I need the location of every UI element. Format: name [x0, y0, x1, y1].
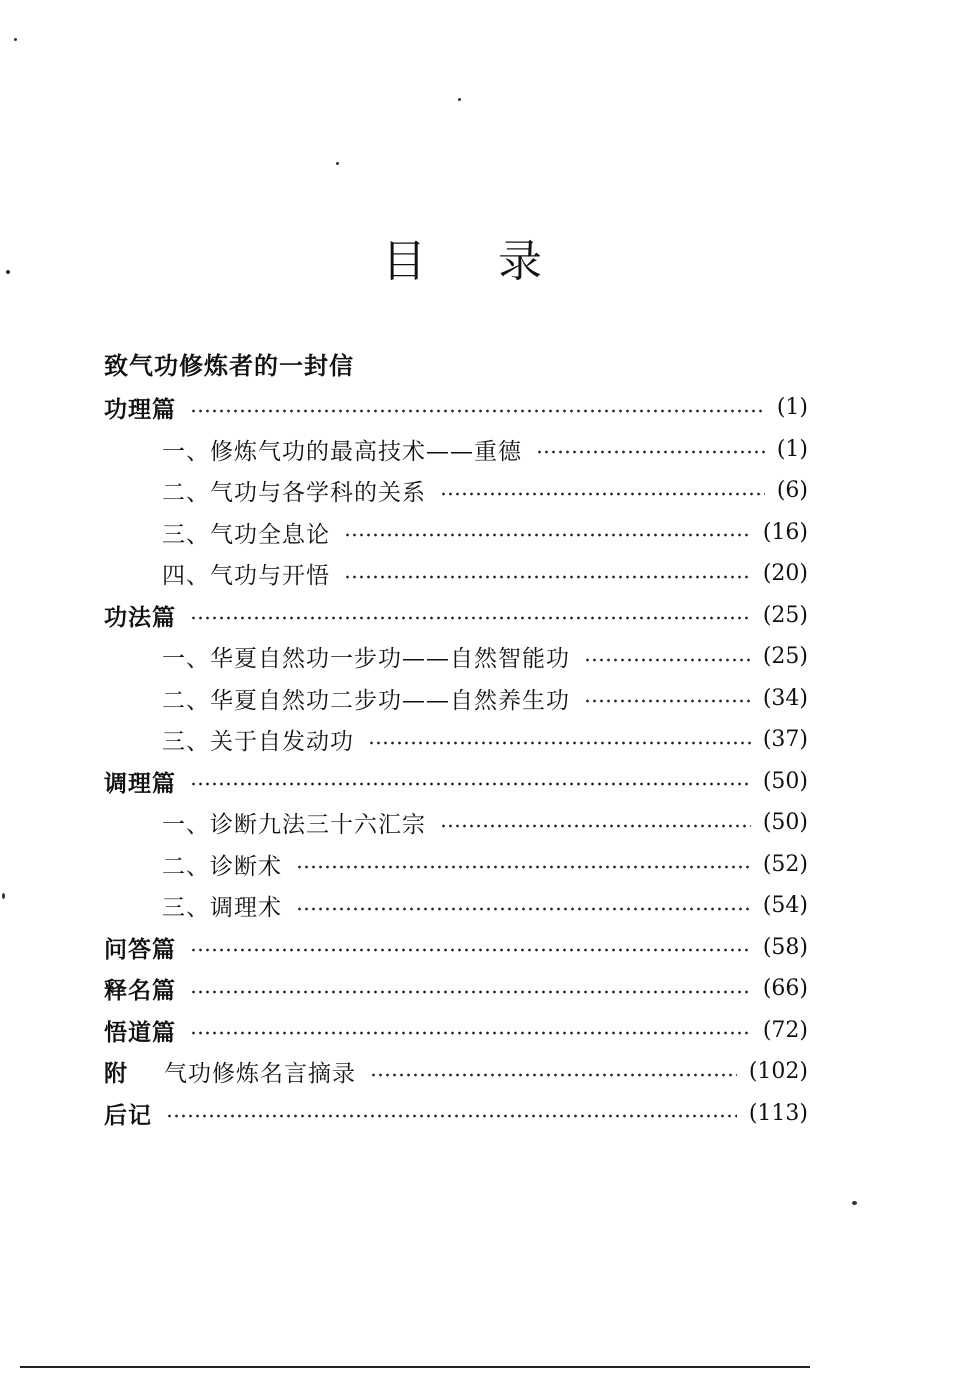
dot-leader	[440, 492, 765, 496]
toc-entry-page: (50)	[762, 768, 808, 794]
page-title	[382, 222, 542, 292]
scan-speck	[2, 893, 5, 899]
toc-entry[interactable]	[104, 429, 808, 471]
toc-entry-label: 后记	[104, 1102, 152, 1129]
toc-entry[interactable]	[104, 927, 808, 969]
toc-entry[interactable]	[104, 968, 808, 1010]
toc-entry-page: (37)	[762, 727, 808, 753]
page-title-char-1: 目	[382, 236, 426, 287]
toc-entry-page: (25)	[762, 602, 808, 628]
toc-entry-page: (34)	[762, 685, 808, 711]
appendix-prefix: 附	[104, 1061, 128, 1088]
toc-entry[interactable]	[104, 553, 808, 595]
toc-entry-label: 三、关于自发动功	[162, 729, 354, 756]
toc-entry-label: 调理篇	[104, 770, 176, 797]
dot-leader	[190, 782, 751, 786]
toc-entry-label: 释名篇	[104, 978, 176, 1005]
dot-leader	[440, 824, 751, 828]
toc-entry[interactable]	[104, 802, 808, 844]
dot-leader	[190, 990, 751, 994]
page-title-char-2: 录	[498, 236, 542, 287]
toc-entry-page: (1)	[776, 395, 808, 421]
toc-entry[interactable]	[104, 595, 808, 637]
bottom-rule	[20, 1366, 810, 1368]
appendix-title: 气功修炼名言摘录	[164, 1061, 356, 1088]
toc-entry-page: (113)	[748, 1100, 808, 1126]
dot-leader	[190, 616, 751, 620]
dot-leader	[584, 658, 751, 662]
dot-leader	[344, 575, 751, 579]
toc-entry-page: (54)	[762, 893, 808, 919]
toc-entry-page: (102)	[748, 1059, 808, 1085]
toc-entry-page: (50)	[762, 810, 808, 836]
toc-entry-label: 功法篇	[104, 604, 176, 631]
toc-entry-page: (1)	[776, 436, 808, 462]
toc-entry-page: (58)	[762, 934, 808, 960]
toc-entry[interactable]	[104, 761, 808, 803]
toc-entry-label: 二、诊断术	[162, 853, 282, 880]
toc-entry-page: (72)	[762, 1017, 808, 1043]
toc-letter-heading[interactable]: 致气功修炼者的一封信	[104, 352, 354, 380]
toc-entry-label: 悟道篇	[104, 1019, 176, 1046]
scan-speck	[852, 1201, 857, 1205]
dot-leader	[166, 1114, 737, 1118]
dot-leader	[536, 450, 765, 454]
toc-entry-page: (20)	[762, 561, 808, 587]
toc-entry-page: (66)	[762, 976, 808, 1002]
toc-entry-page: (6)	[776, 478, 808, 504]
scan-speck	[336, 162, 339, 165]
toc-entry-label: 功理篇	[104, 397, 176, 424]
toc-entry[interactable]	[104, 844, 808, 886]
toc-entry[interactable]	[104, 387, 808, 429]
dot-leader	[296, 907, 751, 911]
toc-entry[interactable]	[104, 1051, 808, 1093]
toc-entry-page: (16)	[762, 519, 808, 545]
dot-leader	[190, 948, 751, 952]
scan-speck	[458, 98, 461, 101]
toc-entry-label: 一、修炼气功的最高技术——重德	[162, 438, 522, 465]
toc-entry[interactable]	[104, 1093, 808, 1135]
dot-leader	[190, 1031, 751, 1035]
toc-entry[interactable]	[104, 512, 808, 554]
toc-entry-label	[104, 1055, 356, 1088]
dot-leader	[344, 533, 751, 537]
toc-entry-label: 四、气功与开悟	[162, 563, 330, 590]
toc-entry-label: 二、气功与各学科的关系	[162, 480, 426, 507]
dot-leader	[296, 865, 751, 869]
table-of-contents	[104, 345, 808, 1134]
scan-speck	[14, 38, 17, 41]
toc-entry-label: 二、华夏自然功二步功——自然养生功	[162, 687, 570, 714]
toc-entry[interactable]	[104, 719, 808, 761]
dot-leader	[584, 699, 751, 703]
toc-entry-label: 问答篇	[104, 936, 176, 963]
toc-entry[interactable]	[104, 885, 808, 927]
toc-entry[interactable]	[104, 678, 808, 720]
toc-entry[interactable]	[104, 470, 808, 512]
toc-entry-label: 三、气功全息论	[162, 521, 330, 548]
toc-entry[interactable]	[104, 1010, 808, 1052]
toc-entry-page: (25)	[762, 644, 808, 670]
scan-speck	[6, 270, 10, 274]
dot-leader	[368, 741, 751, 745]
toc-entry-label: 三、调理术	[162, 895, 282, 922]
toc-entry-label: 一、诊断九法三十六汇宗	[162, 812, 426, 839]
dot-leader	[370, 1073, 737, 1077]
dot-leader	[190, 409, 765, 413]
toc-entry-label: 一、华夏自然功一步功——自然智能功	[162, 646, 570, 673]
toc-entry[interactable]	[104, 636, 808, 678]
toc-entry-page: (52)	[762, 851, 808, 877]
